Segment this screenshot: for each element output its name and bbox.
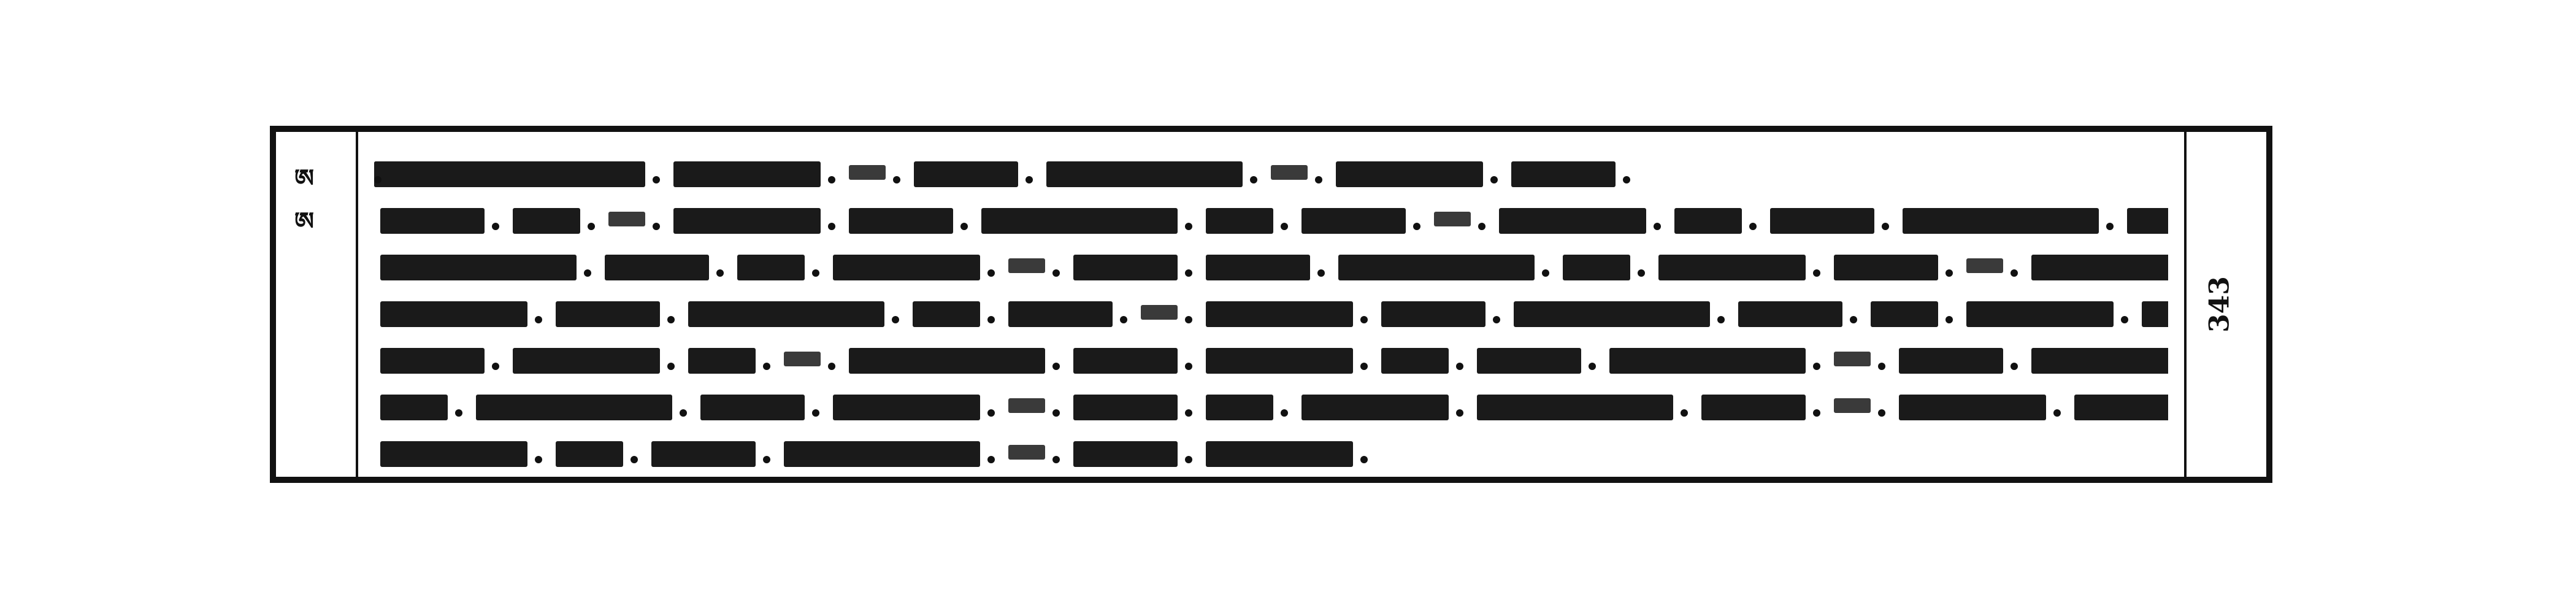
syllable-group	[1871, 301, 1938, 327]
shad-mark	[680, 409, 687, 417]
text-line	[374, 149, 2168, 192]
shad-mark	[2121, 316, 2128, 323]
shad-mark	[1878, 363, 1885, 370]
shad-mark	[960, 223, 968, 230]
syllable-group	[1899, 348, 2003, 374]
shad-mark	[1813, 409, 1820, 417]
text-block	[374, 149, 2168, 460]
syllable-group	[1206, 441, 1353, 467]
syllable-group	[1514, 301, 1710, 327]
shad-mark	[1654, 223, 1661, 230]
left-margin	[276, 132, 356, 477]
syllable-group	[673, 161, 821, 187]
syllable-group	[1141, 305, 1178, 320]
shad-mark	[1749, 223, 1757, 230]
syllable-group	[833, 255, 980, 280]
shad-mark	[535, 456, 542, 463]
syllable-group	[608, 212, 645, 226]
syllable-group	[1206, 395, 1273, 420]
shad-mark	[535, 316, 542, 323]
syllable-group	[1701, 395, 1806, 420]
shad-mark	[1456, 363, 1463, 370]
shad-mark	[1478, 223, 1485, 230]
syllable-group	[513, 348, 660, 374]
syllable-group	[1206, 348, 1353, 374]
syllable-group	[1271, 165, 1308, 180]
syllable-group	[1674, 208, 1742, 234]
syllable-group	[1658, 255, 1806, 280]
shad-mark	[987, 316, 995, 323]
syllable-group	[1206, 208, 1273, 234]
page-number: 343	[2204, 276, 2236, 333]
shad-mark	[1945, 316, 1953, 323]
syllable-group	[688, 301, 884, 327]
shad-mark	[1185, 269, 1192, 277]
syllable-group	[784, 441, 980, 467]
syllable-group	[1511, 161, 1616, 187]
shad-mark	[1120, 316, 1127, 323]
shad-mark	[667, 363, 675, 370]
syllable-group	[1834, 255, 1938, 280]
shad-mark	[1360, 316, 1368, 323]
syllable-group	[1008, 445, 1045, 460]
shad-mark	[1052, 456, 1060, 463]
syllable-group	[1834, 352, 1871, 366]
text-line	[374, 196, 2168, 239]
syllable-group	[1008, 398, 1045, 413]
syllable-group	[1206, 255, 1310, 280]
syllable-group	[1073, 255, 1178, 280]
shad-mark	[987, 409, 995, 417]
shad-mark	[1878, 409, 1885, 417]
shad-mark	[1052, 363, 1060, 370]
shad-mark	[1185, 363, 1192, 370]
shad-mark	[828, 223, 835, 230]
shad-mark	[1185, 456, 1192, 463]
shad-mark	[631, 456, 638, 463]
syllable-group	[1770, 208, 1874, 234]
shad-mark	[588, 223, 595, 230]
syllable-group	[1046, 161, 1243, 187]
syllable-group	[513, 208, 580, 234]
shad-mark	[653, 176, 660, 183]
syllable-group	[700, 395, 805, 420]
shad-mark	[2011, 363, 2018, 370]
text-line	[374, 289, 2168, 332]
syllable-group	[380, 301, 527, 327]
syllable-group	[2074, 395, 2168, 420]
shad-mark	[455, 409, 462, 417]
shad-mark	[812, 409, 819, 417]
syllable-group	[913, 301, 980, 327]
shad-mark	[716, 269, 724, 277]
syllable-group	[2031, 255, 2168, 280]
text-line	[374, 382, 2168, 425]
shad-mark	[2106, 223, 2114, 230]
shad-mark	[1250, 176, 1257, 183]
syllable-group	[737, 255, 805, 280]
syllable-group	[981, 208, 1178, 234]
shad-mark	[653, 223, 660, 230]
text-line	[374, 429, 2168, 472]
syllable-group	[1073, 441, 1178, 467]
syllable-group	[380, 348, 485, 374]
shad-mark	[828, 363, 835, 370]
shad-mark	[1281, 223, 1288, 230]
syllable-group	[914, 161, 1018, 187]
shad-mark	[1185, 316, 1192, 323]
syllable-group	[1434, 212, 1471, 226]
shad-mark	[1317, 269, 1325, 277]
shad-mark	[1052, 269, 1060, 277]
syllable-group	[1903, 208, 2099, 234]
syllable-group	[380, 441, 527, 467]
syllable-group	[849, 348, 1045, 374]
syllable-group	[1301, 208, 1406, 234]
shad-mark	[1315, 176, 1322, 183]
syllable-group	[1499, 208, 1646, 234]
shad-mark	[893, 176, 900, 183]
shad-mark	[1589, 363, 1596, 370]
shad-mark	[584, 269, 591, 277]
right-rule	[2184, 132, 2187, 477]
syllable-group	[556, 441, 623, 467]
syllable-group	[605, 255, 709, 280]
shad-mark	[1882, 223, 1889, 230]
shad-mark	[812, 269, 819, 277]
syllable-group	[1899, 395, 2046, 420]
syllable-group	[673, 208, 821, 234]
left-rule	[356, 132, 358, 477]
shad-mark	[1025, 176, 1033, 183]
syllable-group	[380, 208, 485, 234]
shad-mark	[1185, 223, 1192, 230]
syllable-group	[2031, 348, 2168, 374]
syllable-group	[1073, 348, 1178, 374]
syllable-group	[1966, 301, 2114, 327]
shad-mark	[1185, 409, 1192, 417]
shad-mark	[1717, 316, 1725, 323]
shad-mark	[1945, 269, 1953, 277]
shad-mark	[1638, 269, 1645, 277]
syllable-group	[1008, 301, 1113, 327]
syllable-group	[2127, 208, 2168, 234]
shad-mark	[987, 269, 995, 277]
shad-mark	[492, 223, 499, 230]
shad-mark	[1493, 316, 1500, 323]
shad-mark	[374, 176, 381, 183]
shad-mark	[1413, 223, 1420, 230]
margin-glyph-second: ཨ	[294, 207, 315, 236]
syllable-group	[556, 301, 660, 327]
syllable-group	[651, 441, 756, 467]
shad-mark	[492, 363, 499, 370]
text-line	[374, 336, 2168, 379]
shad-mark	[1813, 269, 1820, 277]
syllable-group	[2142, 301, 2168, 327]
shad-mark	[1813, 363, 1820, 370]
syllable-group	[1073, 395, 1178, 420]
syllable-group	[374, 161, 570, 187]
syllable-group	[833, 395, 980, 420]
syllable-group	[1206, 301, 1353, 327]
shad-mark	[763, 363, 770, 370]
syllable-group	[1738, 301, 1842, 327]
shad-mark	[828, 176, 835, 183]
syllable-group	[1301, 395, 1449, 420]
syllable-group	[1381, 301, 1485, 327]
syllable-group	[1609, 348, 1806, 374]
syllable-group	[1008, 258, 1045, 273]
shad-mark	[1681, 409, 1688, 417]
shad-mark	[1850, 316, 1857, 323]
syllable-group	[1834, 398, 1871, 413]
shad-mark	[2053, 409, 2061, 417]
shad-mark	[1281, 409, 1288, 417]
folio-frame	[270, 126, 2272, 483]
syllable-group	[1336, 161, 1483, 187]
syllable-group	[380, 255, 577, 280]
syllable-group	[476, 395, 672, 420]
shad-mark	[1456, 409, 1463, 417]
shad-mark	[892, 316, 899, 323]
syllable-group	[849, 208, 953, 234]
syllable-group	[1477, 395, 1673, 420]
shad-mark	[1490, 176, 1498, 183]
shad-mark	[1360, 456, 1368, 463]
syllable-group	[784, 352, 821, 366]
shad-mark	[1542, 269, 1549, 277]
syllable-group	[688, 348, 756, 374]
shad-mark	[763, 456, 770, 463]
syllable-group	[1966, 258, 2003, 273]
shad-mark	[1360, 363, 1368, 370]
shad-mark	[1052, 409, 1060, 417]
shad-mark	[987, 456, 995, 463]
syllable-group	[1477, 348, 1581, 374]
shad-mark	[1623, 176, 1630, 183]
syllable-group	[1563, 255, 1630, 280]
syllable-group	[1338, 255, 1535, 280]
margin-glyph-top: ཨ	[294, 164, 315, 193]
text-line	[374, 242, 2168, 285]
syllable-group	[380, 395, 448, 420]
shad-mark	[2011, 269, 2018, 277]
syllable-group	[849, 165, 886, 180]
syllable-group	[1381, 348, 1449, 374]
shad-mark	[667, 316, 675, 323]
